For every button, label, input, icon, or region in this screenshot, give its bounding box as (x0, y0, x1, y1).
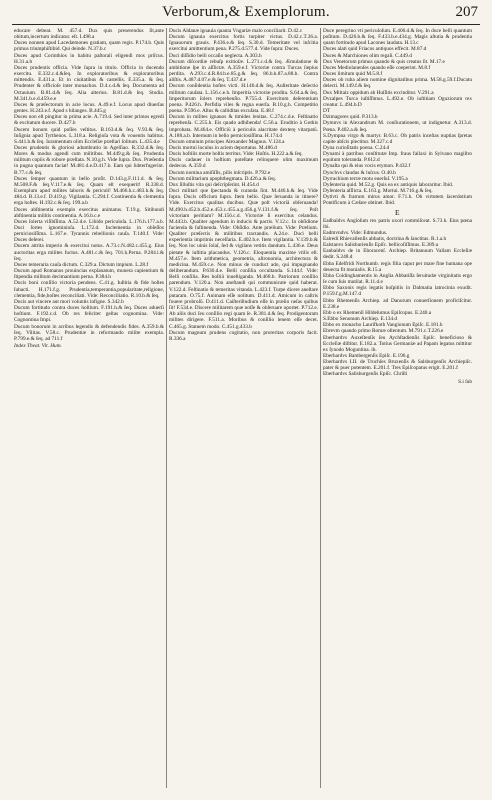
index-entry: Dvzalpes Turca iuſtiſſimus. L.492.e. Ob iuſtitiam Oguziorum rex creatur. L.494.b.D (323, 95, 472, 108)
index-entry: Ducis Aldanæ ignauia quanta Vngariæ malo conciliarit. D.42.c (169, 28, 303, 34)
index-entry: Ducem bonum quid poſſes veſtitus. B.163.d.& ſeq. V.93.& ſeq. Inſignia apud Tyrthenos. L.318.a. Religioſa vota & vouentis habitus. S.441.b.& ſeq. Iuramentum olim Eccleſiæ præſtari ſolitum. L.435.d.e (14, 126, 164, 145)
index-entry: Eadbaldvs Angloſum rex patris uxori commiſceat. S.73.h. Eius pœna ibi. (323, 217, 472, 230)
index-entry: Duces temeraria cauſa dictum. C.329.a. Dictum impium. L.28.f (14, 261, 149, 268)
index-entry: Eanbaldvs de in Eboracenſ. Archiep. Britanuum Vallam Eccleſiæ dedit. S.248.d (323, 248, 472, 261)
index-columns (12, 28, 480, 788)
index-entry: Eberhardvs Auxeſtenſis ſeu Aychſtadienſis Epiſc. beneficioso & Eccleſiæ diſtitur. E.182.a. Totius Germaniæ ad Papam legatus mittitur ex ſynodo Moguntina. ib. (323, 334, 472, 353)
index-entry: Eberhardvs Bambergenſis Epiſc. E.196.g (323, 352, 410, 359)
page-header (12, 4, 480, 22)
index-entry: Eadmvndvs. Vide: Edmundus. (323, 229, 388, 236)
index-entry: Dzimagores quid. P.313.h (323, 114, 378, 121)
index-entry: Duces non eſt pingitur in prima acie. A.719.d. Sed inter primos egredi & excitatum ducere. D.427.b (14, 114, 164, 127)
index-entry: Ebbo ex monacho Laurifkoth Vangionum Epiſc. E.181.h (323, 322, 443, 329)
index-column-right (320, 28, 474, 788)
index-entry: Dyrrachium terræ motu euerſuſ. V.195.a (323, 175, 408, 182)
index-column-left (12, 28, 166, 788)
index-entry: Ebb o ex Rhemenſi Hildeſumus Epiſcopus. E.240.a (323, 309, 432, 316)
index-entry: S.Ebbo Senonum Archiep. E.134.d (323, 316, 398, 323)
index-entry: Ducum magnum prudens cogitatio, non proreritas corporis facit. R.336.a (169, 329, 318, 342)
index-entry: Duces prudentis officia. Vide ſupra in titulo. Officia in ducendo exercitu. E.332.c.d.&ſeq. In exploratoribus & exploratoribus mittendis. E.431.a. Et in ciuitatibus & castellis. E.335.a. & ſeq. Prudenter & officioſe inter monachos. D.4.c.d.& ſeq. Documenta ad Octauium. B.81.d.& ſeq. Alia alterius. B.81.d.& ſeq. Studia. M.341.b.e.d.459.e.e (14, 64, 164, 102)
index-entry: Ebba Edelfridi Northumb. regis filia caput per mare fine humana ope deuecta fit monialis. R.15.a (323, 260, 472, 273)
index-entry: Dyſenteria aſſlicta. E.163.g. Mortui. M.716.g.& ſeq. (323, 188, 433, 195)
index-entry: Ducis mortui loculus in aciem deportatus. M.486.d (169, 144, 277, 151)
index-entry: Ducum militarium apophthegmata. D.426.a.& ſeq. (169, 175, 276, 182)
index-entry: Ducum nomina amiſiſſis, pilis inſcriptis. P.792.e (169, 169, 271, 176)
index-entry: Dynaſta qui & eius vocis etymon. P.432.f (323, 163, 411, 170)
signature-note: Index Theat. Vit. Hum. (14, 342, 62, 349)
section-letter-heading: E (394, 207, 401, 217)
index-entry: Ealstanvs Salisburienſis Epiſc. bellicoſiſſimus. E.389.a (323, 242, 439, 249)
index-entry: Duces & Marchiones olim regali. C.449.d (323, 52, 412, 59)
index-entry: Dynami à patribus conſtitutæ Imp. fraus fallaxi in Sylvano magiſtro equitum toleranda. P.612.d (323, 151, 472, 164)
index-entry: Ducum conſidentia hoſtes victi. H.146.d.& ſeq. Auſteritate deſectio militum cauſata. L.156.c.e.h. Imperitia victoriæ prodita. S.64.a.& ſeq. Imperitorum ſolers reprehenſio. P.755.d. Exercitum deſerentium poena. P.426.h. Perfidia viles & regna euerſa. B.10.g.h. Competitio poena. P.596.e. Aſtus & calliditas excuſata. E.48.f (169, 83, 318, 115)
running-title: Verborum,& Exemplorum. (162, 4, 330, 20)
page-number: 207 (455, 4, 478, 20)
index-entry: Dux ſilluſtis vita qui deſcripſerint. H.454.d (169, 181, 259, 188)
index-entry: Dymnvs in Alexandrum M. conſiurationem, ut indignetur. A.313.d. Pœna. P.402.a.& ſeq. (323, 120, 472, 133)
index-entry: Dyſenteria quid. M.52.g. Quis ea ex antiquis laboraritur. Ibid. (323, 181, 454, 188)
index-entry: Duce peregrino vti periculoſum. E.406.d.& ſeq. In duce belli quantum poſitum. D.426.b.& ſeq. F.433.b.e.434.g. Magis aſtutia & prudentia quam fortitudo apud Lacones laudata. H.13.c (323, 28, 472, 47)
index-entry: Duces alati quid Friacos antiquos effecit. M.87.d (323, 46, 427, 53)
index-entry: Ducum bonorum in acribus legendis & defendendis fides. A.359.b.& ſeq. Vilitas. V.58.c. Prudentiæ in reformando milite exempla. P.799.e.& ſeq. ad 711.f (14, 323, 164, 342)
index-entry: educare debeat. M. 457.d. Dux quis preserendus ſit,ante obitum,incertum indicatur. eſt. I.498.a (14, 28, 164, 41)
index-entry: Duces abſtinentia exemplo exercitus animatus. T.19.g. Sitibundi abſtinentia militis continentia. A.16.b.c.e (14, 206, 164, 219)
header-rule (12, 24, 480, 25)
index-entry: S.Dympna virgo & martyr. B.63.c. Ob patris inceſtas nuptias ſpretas capite abſcis plectitur. M.327.c.d (323, 132, 472, 145)
index-entry: Ducum diſcordiæ rebuſp exitioſæ. L.271.c.d.& ſeq. Æmulatione & ambitione ſpe in aſſlictæ. A.359.e.f. Victoriæ contra Turcas ſæpius perdita. A.293.c.d.R.84.b.e.85.g.& ſeq. 86.b.h.87.a.88.b. Contra aliſtis. A.487.d.07.e.& ſeq. T.437.d.e (169, 58, 318, 84)
index-entry: Ebrevm quando primo Romæ oſtentum. M.791.c.T.226.e (323, 328, 444, 335)
index-entry: Duces & præſectorum in acie locus. A.49.e.f. Locus apud diuerſas gentes. H.243.e.f. Apud s hilanges. B.445.g (14, 101, 164, 115)
index-entry: Ducum fortitudo contra duces hoſtium. F.191.h.& ſeq. Duces aduerſi hoſtium. F.192.c.d. Ob res feliciter geſtas cognomina. Vide: Cognomina Impi. (14, 305, 164, 324)
index-entry: Dyochvs claudus & luſcus. O.40.b (323, 169, 396, 176)
index-entry: Ducum omnium principes Alexander Magnus. V.124.a (169, 138, 285, 145)
index-entry: Dux Venetorum primus quando & quis creatus ſit. M.17.e (323, 58, 445, 65)
index-entry: Dytivti & fratrum mirus amor. F.71.h. Ob virtutem ſacerdotium Pontificum à Cæſare obtinet. Ibid. (323, 194, 472, 207)
index-entry: Duci diſſidio belli occaſio neglecta. A.303.h (169, 52, 262, 59)
index-entry: Ducum in milites ignauos & timides lenitas. C.274.c.d.e. Feſtinatio reprehenſa. C.255.h. Eis quado adhibenda! C.56.a. Eruditio à Gothis improbata. M.464.e. Officiū à periculis alacritate dexterę vitarpatū. A.188.a.b. Internum in bello perniciosiſſima. H.174.d (169, 114, 318, 139)
index-entry: Ebbo Saxonis regis legatis hoſpitiis in Dalmatia latrocinia exudit. P.159.f.g.M.147.d (323, 285, 472, 298)
index-entry: DT (323, 108, 331, 115)
index-entry: Duces ſolerta viſibſſima. A.52.d.e. Libido periculoſa. L.176.h.177.a.b. Duci ſortes ignominioſa. L.172.d. Inclementia in obſeſſos perniciosiſſima. L.167.e. Tyrannis rebellionis cauſa. T.140.f. Vide: Duces deſerei. (14, 218, 164, 244)
index-entry: Duci militari que ſpectanda & curanda ſint. M.446.h.& ſeq. Vide ſupra. Ducis officium ſupra. Item bello. Quæ ſeruanda in itinere? Vide. Exercitus qualitas ducibus. Quæ poſt victoriā obſeruanda! M.490.h.452.b.452.e.453.c.455.a.g.456.g.V.131.f.& ſeq. Poſt victoriam peritiam? M.156.c.d. Victoriæ ſi exercitus celandus. M.443.b. Qualiter agendum in inducis & pactis. V.12.c. In obſidione facienda & ſuſtinenda. Vide: Obſidio. Ante prælium. Vide: Prælium. Qualiter præſectis & militibus tractandis. A.24.e. Duci belli experientia imprimis neceſſaria. E.402.b.e. Item vigilantia. V.139.b.& ſeq. Non loc uinis ſolaſ, ſed & vigilans vetitis dandum. L.436.e. Deus pietate & iuſtitia placandus. V.126.c. Eloquentia maxime vtilis eſt. M.457.e. Item arithmetica, geometria, aſtronomia, architectura & medicina. M.459.c.e. Non minus de cunduct ado, qui impugnando deliberandum. P.636.d.e. Belli conſilia occultanda. S.144.f. Vide: Belli conſilia. Res hoſtiū inueſtiganda. M.468.b. Patriorum conſilio parendum. V.120.a. Non aneſtandi qui communicate quid haberat. V.122.d. Feſtinatio & temeritas vitanda. L.423.f. Turpe dicere aneſtare putaram. O.75.f. Animam eſſe nolitum. D.411.d. Amicum in caſtris fouere probroſū. D.411.d. Caiſteriſtudium eſſe in prælio neſas quibus ſit! F.534.e. Discere militarem quæ noſſe & obſeruare oportet. P.712.e. Ab aliis duci ſeu conſilio regi quam ſe. R.381.d.& ſeq. Prodigentoram milites dirigere. F.511.a. Moribus & conſilio lenem eſſe decet. C.465.g. Statuem modo. C.451.g.433.b (169, 188, 318, 330)
index-entry: Eberhardvs I.II. de Truchſes Bruxenſis & Salsburgenſis Archiepiſc. pater & puer potentem. E.201.f. Tres Epiſcopatus erigit. E.201.f (323, 359, 472, 372)
index-entry: Duces limitum quid M.5.8.f (323, 71, 383, 78)
index-entry: Ducis aut vincere aut mori voluntis infigne. S.342.b (14, 298, 124, 305)
index-entry: Eberhardvs Salisburgenſis Epiſc. Chriſti (323, 371, 408, 378)
index-entry: Ducum ignauia exercitus fortis turpiter victus. D.42.c.T.36.a. Ignauorum grauis. P.436.e.& ſeq. S.30.d. Temeritate vel inſcitia exercitui amittentium pena. P.275.d.577.d. Vide ſupra: Duces. (169, 34, 318, 53)
index-column-middle (166, 28, 320, 788)
index-entry: Ducum apud Romanos prouincias explanatum, munera capientium & ſtipendia militum decimantium perna. P.384.h (14, 268, 164, 281)
index-entry: Duces apud Corinthios in habitu paſtorali eligendi mos priſcus. H.31.a.b (14, 52, 164, 65)
index-entry: Ducis boni conſilio victoria pendens. C.41.g. Iuſtitia & fide hoſtes ſubacti. H.171.f.g. Prudentia,temperantia,popularitate,religione, clementia, fide,hoſtes reconciliati. Vide: Reconciliatio. R.10.b.& ſeq. (14, 280, 164, 299)
index-entry: Ealredi Rhievallenſis abbatis, doctrina & ſanctitas. R.1.a.h (323, 236, 447, 242)
index-entry: Dux Miltaiz oppidum ab Huſſitis excinditur. V.291.a (323, 89, 434, 96)
index-entry: Dyna curioſitatis poena. C.24.d (323, 144, 390, 151)
index-entry: Duces Mediolanenſes quando eſſe coeperint. M.8.f (323, 64, 431, 71)
index-entry: Ducis hoſtilis morte hoſtis territus. Vide: Hoſtis. H.222.a.& ſeq. (169, 151, 303, 158)
index-entry: Ebba Coldinghamentis in Anglia Abbatiſſa ſeruitudæ virginitatis ergo ſe cum ſuis mutilat. R.11.d.e (323, 272, 472, 286)
index-entry: Duces ob ruba aliem nomine dignitatibus prima. M.58.g.59.f.Ducatu delecti. M.149.f.& ſeq. (323, 77, 472, 90)
index-entry: Duces prudentis & gloriosi adumbratio in Agelſiao. R.332.d.& ſeq. Mores & modus agendi cum militibus. M.449.g.& ſeq. Prudentia militum copiis & robore præſtata. N.10.g.h. Vide ſupra. Dux. Præſentia in pugna quantum faciat! M.481.d.e.D.417.b. Eam qui ſubterfugerint. B.77.c.& ſeq. (14, 144, 164, 176)
index-entry: Duces nonnen apud Lacedæmones gratiam, quam regis. P.174.b. Quis primus triumphiſtibid. Qui deinde. N.37.b.c (14, 40, 164, 53)
index-entry: Ducem attrita imperio & exercitui notus. A.73.c.N.482.c.455.g. Eius auctoritas erga milites fuctus. A.481.c.& ſeq. 701.h.Perna. P.284.l.& ſeq. (14, 243, 164, 262)
index-entry: Ducis cadauer in hoſtium poteſtate relinquere olim maximum dedecus. A.359.d (169, 157, 318, 170)
index-entry: Duces ſemper quantum in bello proſit. D.143.g.F.111.d. & ſeq. M.508.F.& ſeq.V.117.e.& ſeq. Quam eſt exequerit! R.338.d. Exemplum apud milites laboris & periculi! M.466.h.c.483.h.& ſeq. 484.d. B.13.e.f. D.419.g. Vigilantia. C.294.f. Continentia & clementia erga hoſtes. H.192.c.& ſeq. 199.a.b (14, 175, 164, 207)
index-entry: Ebbo Rhemenſis Archiep. ad Danorum conuerſionem proficiſcitur. E.238.e (323, 297, 472, 310)
catchword: S.i ſub (458, 378, 472, 385)
